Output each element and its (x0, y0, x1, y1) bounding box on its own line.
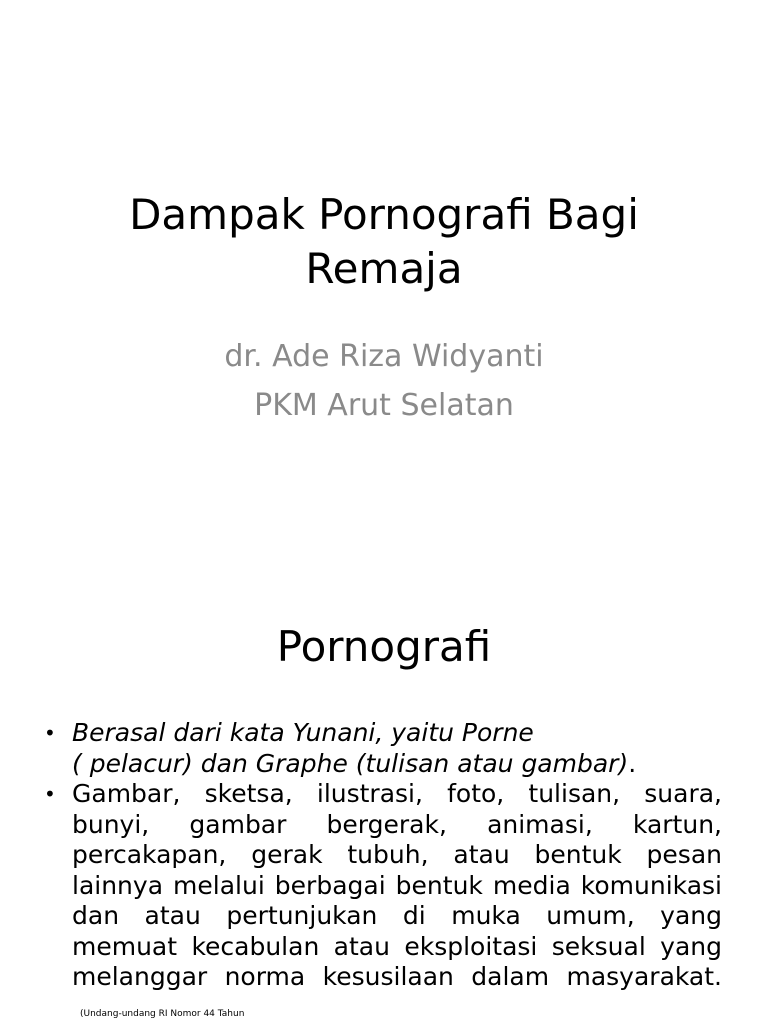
author-affiliation: PKM Arut Selatan (254, 388, 514, 423)
etymology-line-1: Berasal dari kata Yunani, yaitu Porne (72, 718, 534, 747)
bullet-icon: • (44, 782, 56, 806)
author-name: dr. Ade Riza Widyanti (224, 339, 544, 374)
definition-slide (0, 576, 768, 1024)
list-item (44, 779, 722, 1023)
presentation-subtitle (40, 332, 728, 430)
citation-text: (Undang-undang RI Nomor 44 Tahun (80, 1008, 245, 1019)
bullet-icon: • (44, 721, 56, 745)
bullet-list (44, 718, 722, 1023)
title-line-2: Remaja (305, 244, 463, 293)
etymology-line-2: ( pelacur) dan Graphe (tulisan atau gambar) (72, 748, 629, 778)
title-line-1: Dampak Pornografi Bagi (129, 190, 639, 239)
slide-title: Pornografi (276, 622, 492, 671)
presentation-title (40, 188, 728, 296)
etymology-period: . (628, 748, 637, 778)
list-item (44, 718, 722, 779)
definition-text: Gambar, sketsa, ilustrasi, foto, tulisan, suara, bunyi, gambar bergerak, animasi, kartun, percakapan, gerak tubuh, atau bentuk pesan lainnya melalui berbagai bentuk media komunikasi dan atau pertunjukan di muka umum, yang memuat kecabulan atau eksploitasi seksual yang melanggar norma kesusilaan dalam masyarakat. (72, 779, 722, 991)
